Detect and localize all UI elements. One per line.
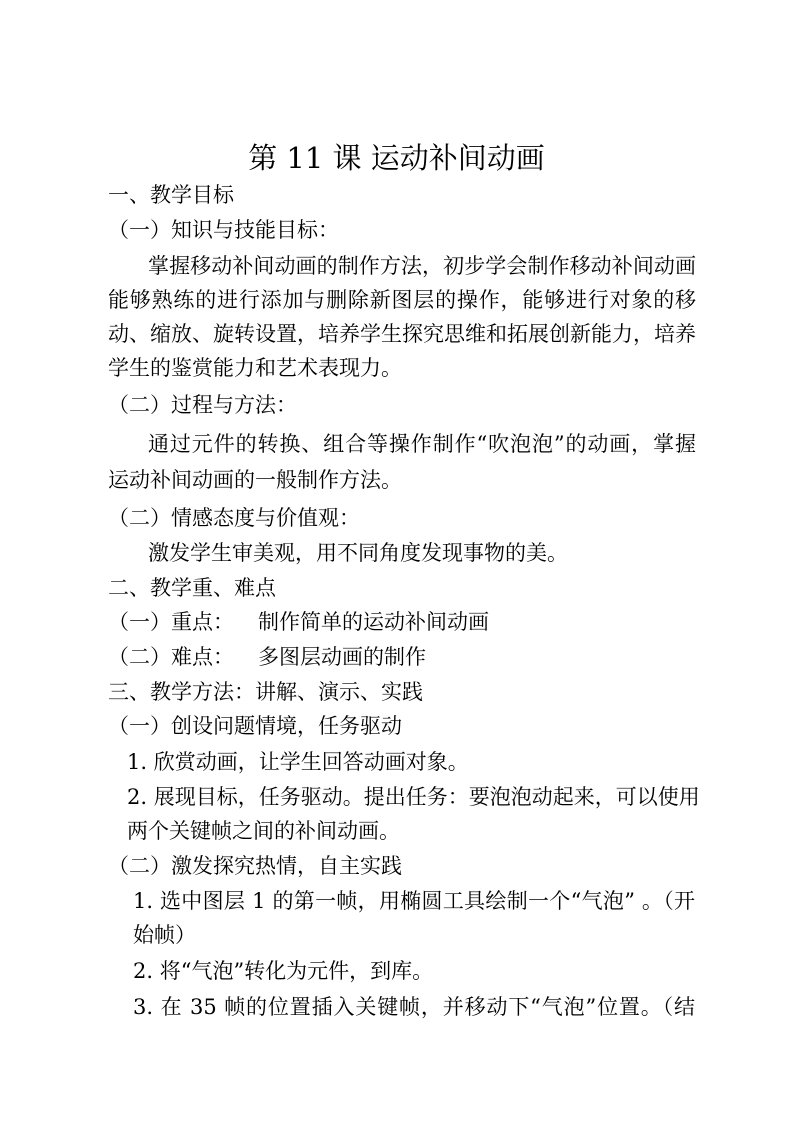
subheading-emotion-values: （二）情感态度与价值观： [108, 506, 360, 530]
list-item: 1. 欣赏动画，让学生回答动画对象。 [127, 750, 469, 774]
paragraph-line: 动、缩放、旋转设置，培养学生探究思维和拓展创新能力，培养 [108, 322, 696, 346]
section-heading-methods: 三、教学方法：讲解、演示、实践 [108, 680, 423, 704]
paragraph-line: 能够熟练的进行添加与删除新图层的操作，能够进行对象的移 [108, 288, 696, 312]
list-item-continuation: 两个关键帧之间的补间动画。 [127, 819, 400, 843]
key-point-item [108, 608, 489, 636]
paragraph-line: 学生的鉴赏能力和艺术表现力。 [108, 356, 402, 380]
key-point-text: 制作简单的运动补间动画 [258, 610, 489, 634]
difficulty-text: 多图层动画的制作 [258, 645, 426, 669]
subheading-knowledge-skills: （一）知识与技能目标： [108, 218, 339, 242]
paragraph-line: 掌握移动补间动画的制作方法，初步学会制作移动补间动画 [148, 254, 696, 278]
section-heading-key-points: 二、教学重、难点 [108, 576, 276, 600]
difficulty-item [108, 643, 426, 671]
page-title: 第 11 课 运动补间动画 [248, 141, 545, 175]
list-item: 2. 展现目标，任务驱动。提出任务：要泡泡动起来，可以使用 [127, 785, 700, 809]
section-heading-objectives: 一、教学目标 [108, 183, 234, 207]
paragraph-line: 激发学生审美观，用不同角度发现事物的美。 [148, 541, 568, 565]
key-point-label: （一）重点： [108, 610, 234, 634]
list-item: 3. 在 35 帧的位置插入关键帧，并移动下“气泡”位置。（结 [133, 995, 695, 1019]
subheading-explore-practice: （二）激发探究热情，自主实践 [108, 854, 402, 878]
list-item: 1. 选中图层 1 的第一帧，用椭圆工具绘制一个“气泡” 。（开 [133, 889, 695, 913]
paragraph-line: 运动补间动画的一般制作方法。 [108, 468, 402, 492]
list-item: 2. 将“气泡”转化为元件，到库。 [133, 959, 434, 983]
list-item-continuation: 始帧） [133, 923, 196, 947]
subheading-problem-situation: （一）创设问题情境，任务驱动 [108, 714, 402, 738]
paragraph-line: 通过元件的转换、组合等操作制作“吹泡泡”的动画，掌握 [148, 432, 696, 456]
difficulty-label: （二）难点： [108, 645, 234, 669]
subheading-process-methods: （二）过程与方法： [108, 393, 297, 417]
